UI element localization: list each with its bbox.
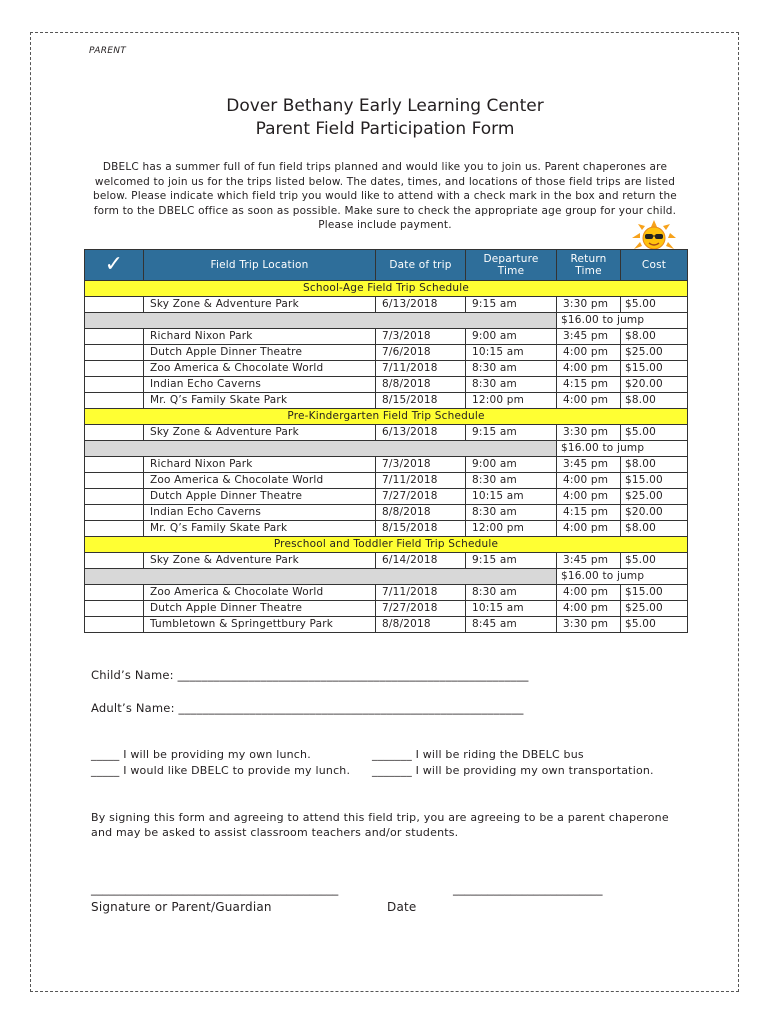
form-title: Parent Field Participation Form	[255, 119, 515, 139]
trip-cost: $5.00	[621, 553, 688, 569]
trip-checkbox[interactable]	[85, 585, 144, 601]
trip-cost: $8.00	[621, 521, 688, 537]
jump-note-row	[85, 441, 688, 457]
trip-return: 3:30 pm	[557, 297, 621, 313]
trip-departure: 8:30 am	[466, 377, 557, 393]
trip-date: 7/11/2018	[376, 473, 466, 489]
trip-checkbox[interactable]	[85, 425, 144, 441]
spacer-cell	[85, 441, 557, 457]
jump-price-note: $16.00 to jump	[557, 441, 688, 457]
date-label: Date	[387, 900, 417, 914]
trip-departure: 10:15 am	[466, 489, 557, 505]
trip-location: Zoo America & Chocolate World	[144, 473, 376, 489]
trip-location: Sky Zone & Adventure Park	[144, 553, 376, 569]
trip-departure: 8:30 am	[466, 361, 557, 377]
trip-return: 4:15 pm	[557, 505, 621, 521]
trip-return: 3:45 pm	[557, 329, 621, 345]
trip-date: 7/11/2018	[376, 585, 466, 601]
trip-location: Richard Nixon Park	[144, 457, 376, 473]
trip-departure: 12:00 pm	[466, 393, 557, 409]
trip-date: 7/3/2018	[376, 457, 466, 473]
trip-departure: 8:30 am	[466, 585, 557, 601]
trip-location: Zoo America & Chocolate World	[144, 585, 376, 601]
trip-date: 8/8/2018	[376, 505, 466, 521]
trip-cost: $5.00	[621, 425, 688, 441]
trip-date: 6/14/2018	[376, 553, 466, 569]
trip-departure: 9:15 am	[466, 425, 557, 441]
trip-cost: $20.00	[621, 505, 688, 521]
trip-location: Sky Zone & Adventure Park	[144, 297, 376, 313]
trip-checkbox[interactable]	[85, 457, 144, 473]
table-row	[85, 457, 688, 473]
trip-checkbox[interactable]	[85, 617, 144, 633]
trip-date: 7/6/2018	[376, 345, 466, 361]
trip-date: 8/8/2018	[376, 617, 466, 633]
table-row	[85, 329, 688, 345]
trip-location: Sky Zone & Adventure Park	[144, 425, 376, 441]
table-row	[85, 617, 688, 633]
trip-departure: 9:15 am	[466, 297, 557, 313]
trip-departure: 8:30 am	[466, 505, 557, 521]
child-name-field[interactable]: Child’s Name: ___________________________________________________________	[91, 668, 529, 682]
trip-location: Richard Nixon Park	[144, 329, 376, 345]
trip-departure: 12:00 pm	[466, 521, 557, 537]
table-row	[85, 521, 688, 537]
trip-return: 4:00 pm	[557, 473, 621, 489]
trip-date: 8/8/2018	[376, 377, 466, 393]
trip-cost: $25.00	[621, 345, 688, 361]
trip-return: 4:00 pm	[557, 601, 621, 617]
trip-date: 7/27/2018	[376, 601, 466, 617]
section-header-row	[85, 281, 688, 297]
trip-return: 4:00 pm	[557, 489, 621, 505]
trip-cost: $5.00	[621, 617, 688, 633]
trip-location: Mr. Q’s Family Skate Park	[144, 393, 376, 409]
intro-paragraph: DBELC has a summer full of fun field trips planned and would like you to join us. Parent chaperones are welcomed to join us for the trips listed below. The dates, times, and locations of those field trips are listed below. Please indicate which field trip you would like to attend with a check mark in the box and return the form to the DBELC office as soon as possible. Make sure to check the appropriate age group for your child. Please include payment.	[93, 161, 677, 232]
trip-date: 6/13/2018	[376, 297, 466, 313]
trip-location: Dutch Apple Dinner Theatre	[144, 489, 376, 505]
trip-date: 6/13/2018	[376, 425, 466, 441]
table-header-row	[85, 250, 688, 281]
trip-checkbox[interactable]	[85, 377, 144, 393]
form-tag: PARENT	[89, 46, 127, 56]
sun-sunglasses-icon	[630, 218, 678, 252]
trip-return: 3:45 pm	[557, 553, 621, 569]
trip-departure: 9:15 am	[466, 553, 557, 569]
adult-name-field[interactable]: Adult’s Name: __________________________________________________________	[91, 701, 524, 715]
section-title: Preschool and Toddler Field Trip Schedule	[85, 537, 688, 553]
agreement-paragraph: By signing this form and agreeing to attend this field trip, you are agreeing to be a parent chaperone and may be asked to assist classroom teachers and/or students.	[91, 811, 669, 839]
trip-return: 4:00 pm	[557, 585, 621, 601]
trip-checkbox[interactable]	[85, 393, 144, 409]
own-lunch-option[interactable]: _____ I will be providing my own lunch.	[91, 748, 311, 761]
trip-checkbox[interactable]	[85, 521, 144, 537]
trip-cost: $8.00	[621, 329, 688, 345]
trip-date: 8/15/2018	[376, 521, 466, 537]
trip-date: 7/11/2018	[376, 361, 466, 377]
trip-departure: 8:30 am	[466, 473, 557, 489]
trip-checkbox[interactable]	[85, 345, 144, 361]
return-header: Return Time	[557, 250, 621, 281]
trip-checkbox[interactable]	[85, 473, 144, 489]
location-header: Field Trip Location	[144, 250, 376, 281]
trip-checkbox[interactable]	[85, 489, 144, 505]
table-row	[85, 489, 688, 505]
trip-location: Tumbletown & Springettbury Park	[144, 617, 376, 633]
trip-return: 3:30 pm	[557, 617, 621, 633]
trip-location: Dutch Apple Dinner Theatre	[144, 345, 376, 361]
trip-location: Zoo America & Chocolate World	[144, 361, 376, 377]
table-row	[85, 377, 688, 393]
jump-price-note: $16.00 to jump	[557, 313, 688, 329]
table-row	[85, 345, 688, 361]
table-row	[85, 601, 688, 617]
section-header-row	[85, 409, 688, 425]
section-title: Pre-Kindergarten Field Trip Schedule	[85, 409, 688, 425]
trip-date: 8/15/2018	[376, 393, 466, 409]
trip-checkbox[interactable]	[85, 505, 144, 521]
section-header-row	[85, 537, 688, 553]
trip-departure: 9:00 am	[466, 329, 557, 345]
dbelc-lunch-option[interactable]: _____ I would like DBELC to provide my lunch.	[91, 764, 351, 777]
trip-date: 7/3/2018	[376, 329, 466, 345]
trip-cost: $15.00	[621, 585, 688, 601]
date-header: Date of trip	[376, 250, 466, 281]
trip-departure: 9:00 am	[466, 457, 557, 473]
trip-return: 3:45 pm	[557, 457, 621, 473]
trip-departure: 10:15 am	[466, 345, 557, 361]
spacer-cell	[85, 569, 557, 585]
table-row	[85, 473, 688, 489]
trip-location: Indian Echo Caverns	[144, 377, 376, 393]
signature-line[interactable]: ___________________________________________	[91, 882, 339, 896]
own-transport-option[interactable]: _______ I will be providing my own transportation.	[372, 764, 654, 777]
trip-cost: $8.00	[621, 457, 688, 473]
checkmark-header-icon: ✓	[85, 250, 144, 281]
trip-departure: 10:15 am	[466, 601, 557, 617]
section-title: School-Age Field Trip Schedule	[85, 281, 688, 297]
trip-return: 4:00 pm	[557, 393, 621, 409]
signature-label: Signature or Parent/Guardian	[91, 900, 272, 914]
trip-checkbox[interactable]	[85, 601, 144, 617]
jump-price-note: $16.00 to jump	[557, 569, 688, 585]
trip-checkbox[interactable]	[85, 361, 144, 377]
trip-return: 4:00 pm	[557, 361, 621, 377]
jump-note-row	[85, 569, 688, 585]
table-row	[85, 585, 688, 601]
table-row	[85, 505, 688, 521]
bus-option[interactable]: _______ I will be riding the DBELC bus	[372, 748, 584, 761]
trip-cost: $25.00	[621, 489, 688, 505]
spacer-cell	[85, 313, 557, 329]
center-name: Dover Bethany Early Learning Center	[226, 96, 544, 116]
trip-return: 4:00 pm	[557, 521, 621, 537]
trip-cost: $15.00	[621, 361, 688, 377]
table-row	[85, 361, 688, 377]
trip-return: 3:30 pm	[557, 425, 621, 441]
trip-location: Dutch Apple Dinner Theatre	[144, 601, 376, 617]
trip-cost: $5.00	[621, 297, 688, 313]
field-trip-table	[84, 249, 688, 633]
trip-cost: $15.00	[621, 473, 688, 489]
trip-cost: $8.00	[621, 393, 688, 409]
table-row	[85, 425, 688, 441]
jump-note-row	[85, 313, 688, 329]
trip-departure: 8:45 am	[466, 617, 557, 633]
trip-checkbox[interactable]	[85, 297, 144, 313]
cost-header: Cost	[621, 250, 688, 281]
trip-return: 4:15 pm	[557, 377, 621, 393]
trip-return: 4:00 pm	[557, 345, 621, 361]
trip-cost: $20.00	[621, 377, 688, 393]
table-row	[85, 297, 688, 313]
trip-location: Indian Echo Caverns	[144, 505, 376, 521]
trip-checkbox[interactable]	[85, 329, 144, 345]
departure-header: Departure Time	[466, 250, 557, 281]
trip-location: Mr. Q’s Family Skate Park	[144, 521, 376, 537]
trip-checkbox[interactable]	[85, 553, 144, 569]
trip-date: 7/27/2018	[376, 489, 466, 505]
table-row	[85, 393, 688, 409]
date-line[interactable]: __________________________	[453, 882, 603, 896]
table-row	[85, 553, 688, 569]
trip-cost: $25.00	[621, 601, 688, 617]
